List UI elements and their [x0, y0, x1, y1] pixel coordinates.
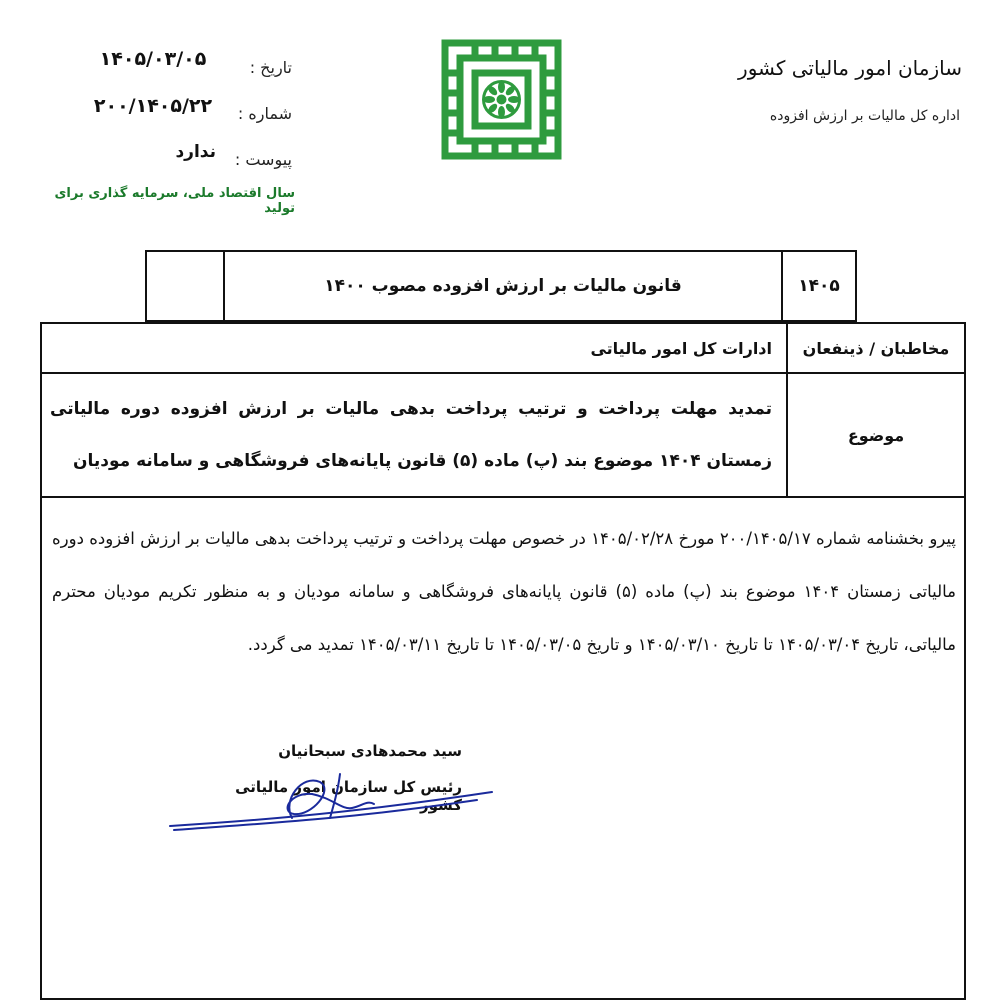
logo-emblem-icon — [440, 38, 563, 161]
recipients-row — [42, 324, 964, 374]
handwritten-signature — [162, 760, 502, 840]
law-empty-cell — [147, 252, 225, 320]
law-table — [145, 250, 857, 322]
recipients-value-cell — [42, 324, 786, 372]
subject-label-cell — [786, 374, 964, 496]
date-label: تاریخ : — [249, 58, 292, 77]
number-label: شماره : — [237, 104, 292, 123]
signature-scribble-icon — [162, 760, 502, 840]
subject-value-cell — [42, 374, 786, 496]
organization-name: سازمان امور مالیاتی کشور — [738, 56, 962, 80]
body-row — [42, 498, 964, 998]
body-text: پیرو بخشنامه شماره ۲۰۰/۱۴۰۵/۱۷ مورخ ۱۴۰۵/۰۲/۲۸ در خصوص مهلت پرداخت و ترتیب پرداخت بدهی مالیات بر ارزش افزوده دوره مالیاتی زمستان ۱۴۰۴ موضوع بند (پ) ماده (۵) قانون پایانه‌های فروشگاهی و سامانه مودیان و به منظور تکریم مودیان محترم مالیاتی، تاریخ ۱۴۰۵/۰۳/۰۴ تا تاریخ ۱۴۰۵/۰۳/۱۰ و تاریخ ۱۴۰۵/۰۳/۰۵ تا تاریخ ۱۴۰۵/۰۳/۱۱ تمدید می گردد. — [52, 529, 956, 654]
law-year-cell — [783, 252, 855, 320]
organization-logo — [440, 38, 563, 161]
slogan: سال اقتصاد ملی، سرمایه گذاری برای تولید — [54, 186, 295, 216]
signatory-name: سید محمدهادی سبحانیان — [278, 742, 462, 760]
law-title: قانون مالیات بر ارزش افزوده مصوب ۱۴۰۰ — [324, 276, 682, 296]
subject-row — [42, 374, 964, 498]
subject-text: تمدید مهلت پرداخت و ترتیب پرداخت بدهی مالیات بر ارزش افزوده دوره مالیاتی زمستان ۱۴۰۴ موضوع بند (پ) ماده (۵) قانون پایانه‌های فروشگاهی و سامانه مودیان — [50, 399, 772, 471]
subject-label: موضوع — [847, 425, 905, 445]
attachment-label: پیوست : — [234, 150, 292, 169]
circular-table — [40, 322, 966, 1000]
date-value: ۱۴۰۵/۰۳/۰۵ — [99, 48, 207, 70]
law-title-cell — [225, 252, 783, 320]
recipients-label: مخاطبان / ذینفعان — [802, 338, 950, 358]
recipients-label-cell — [786, 324, 964, 372]
signatory-title: رئیس کل سازمان امور مالیاتی کشور — [235, 778, 462, 814]
number-value: ۲۰۰/۱۴۰۵/۲۲ — [93, 95, 213, 117]
recipients-value: ادارات کل امور مالیاتی — [590, 338, 772, 358]
attachment-value: ندارد — [175, 142, 216, 162]
law-year: ۱۴۰۵ — [798, 276, 840, 296]
organization-department: اداره کل مالیات بر ارزش افزوده — [769, 108, 960, 124]
